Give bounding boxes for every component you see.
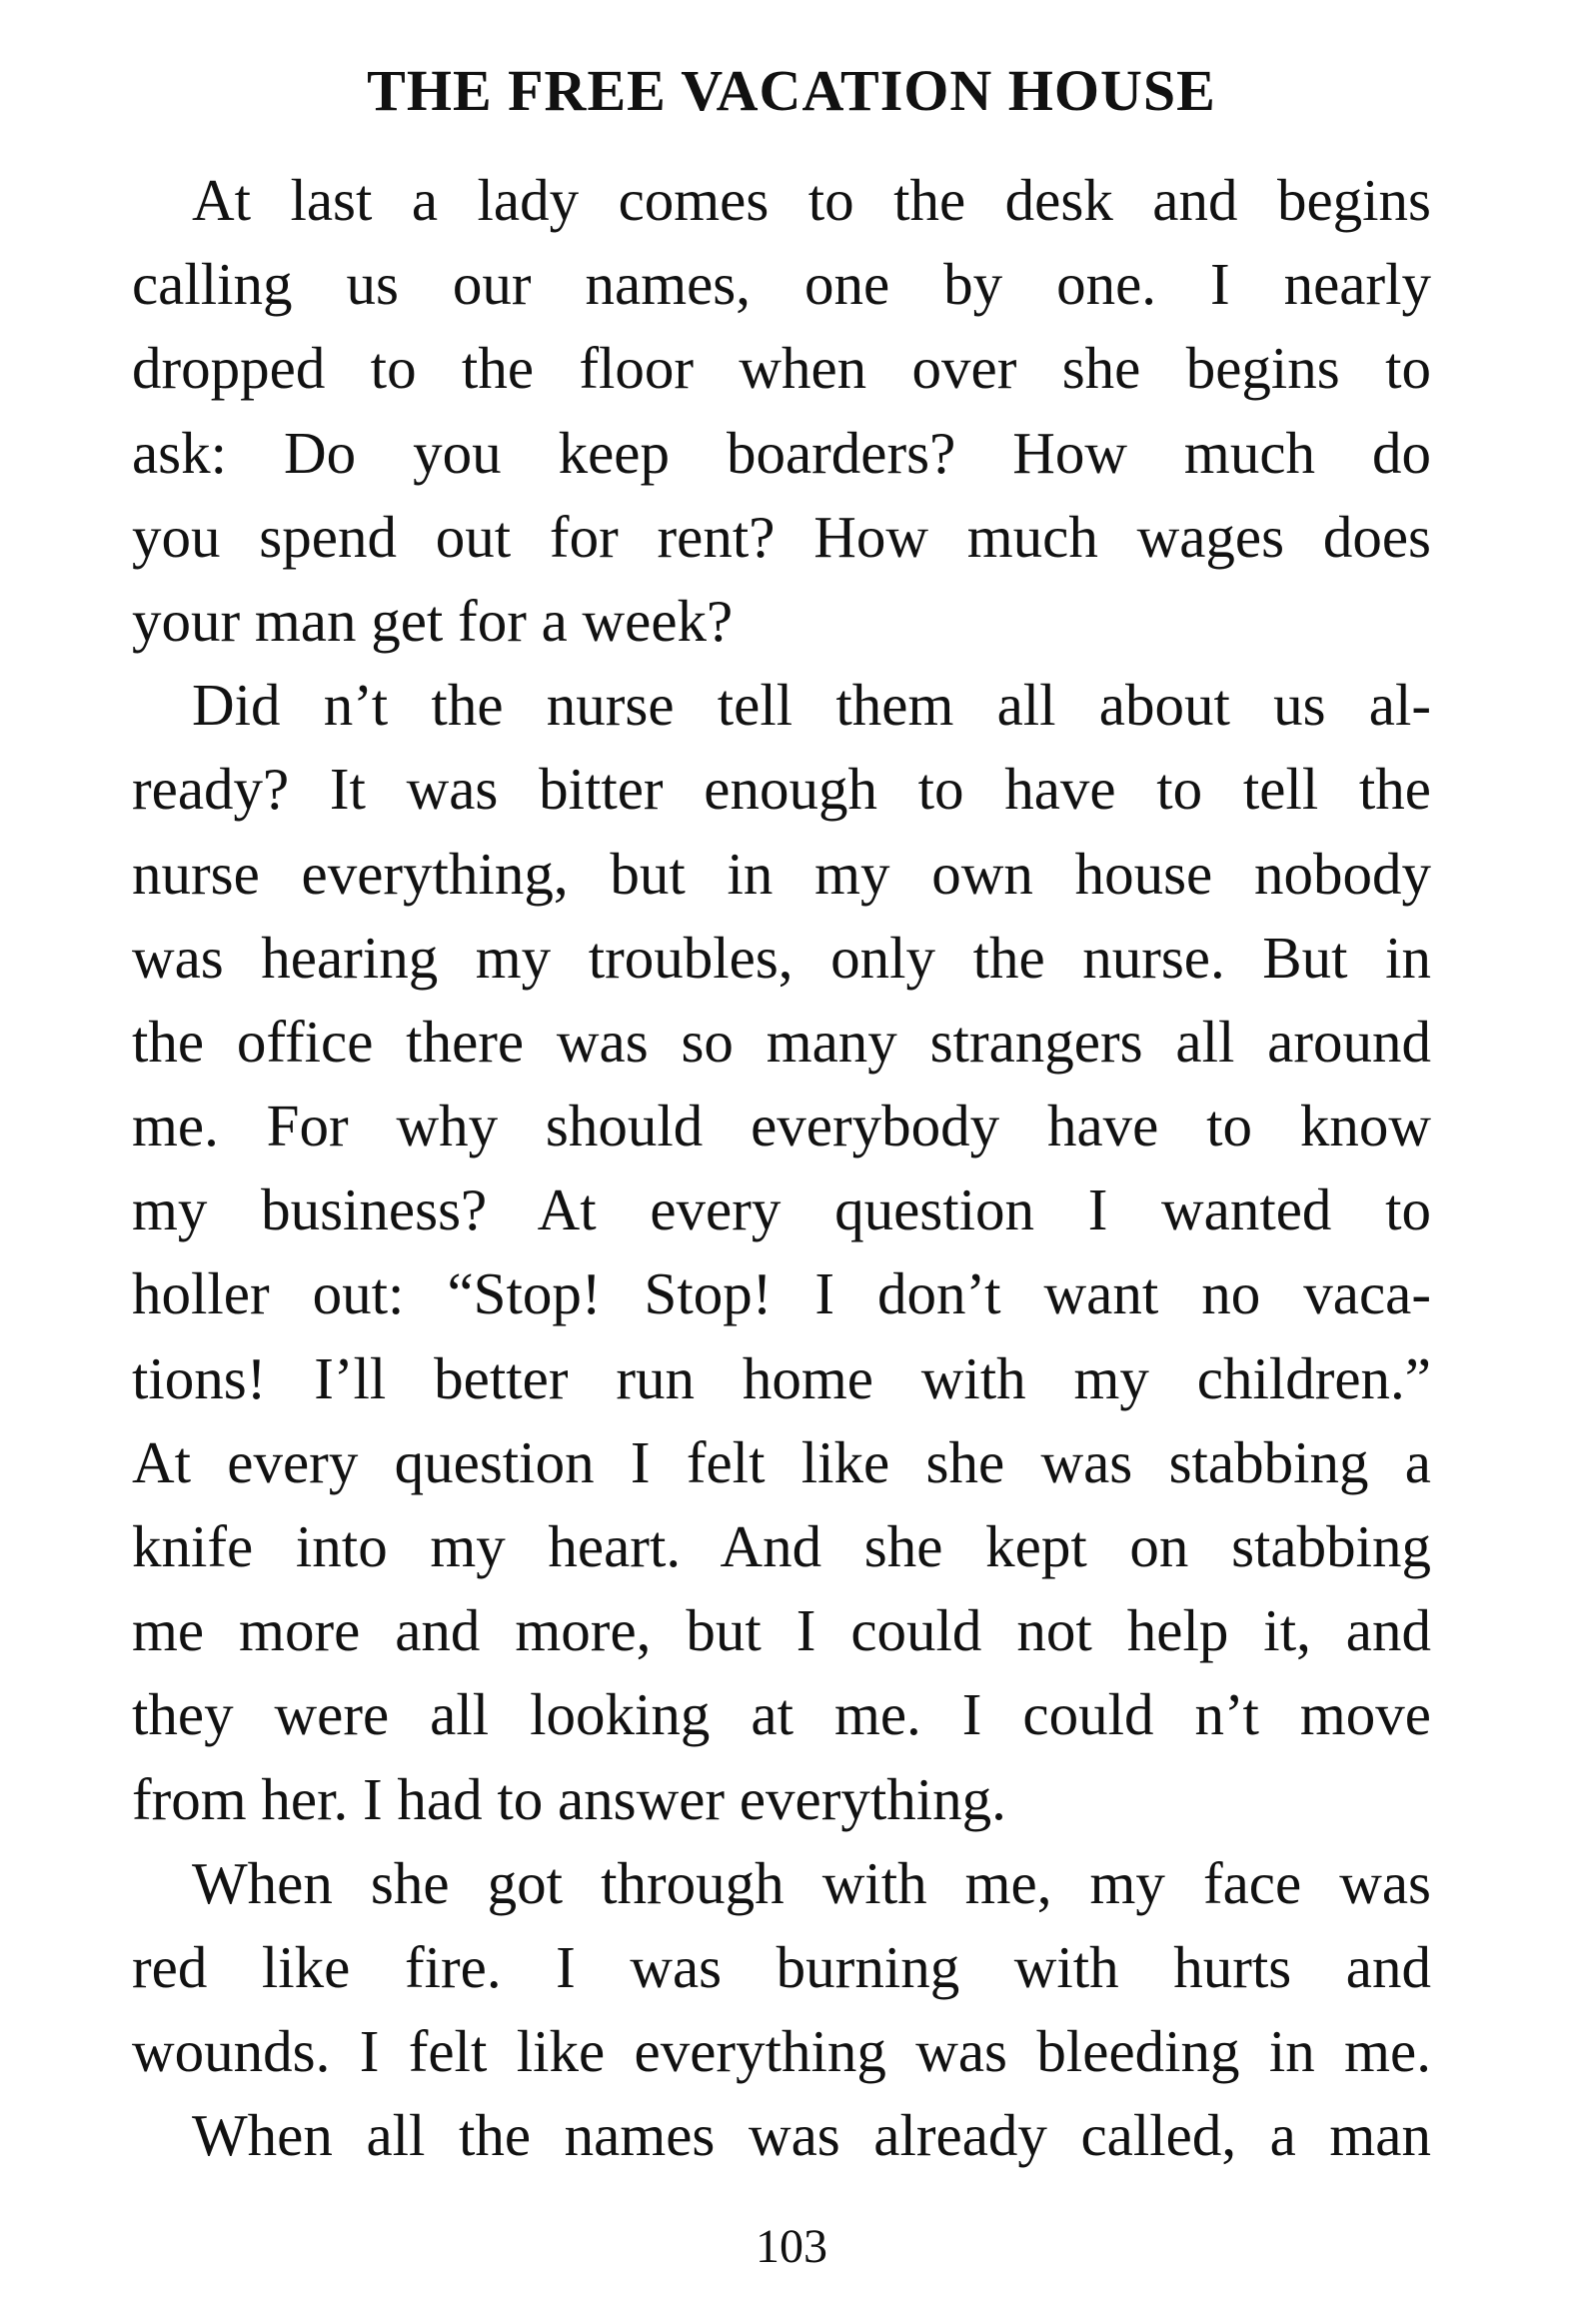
paragraph-4 xyxy=(132,2093,1431,2177)
text-line: When she got through with me, my face was xyxy=(192,1849,1431,1916)
paragraph-3 xyxy=(132,1841,1431,2094)
text-line: calling us our names, one by one. I nearly xyxy=(132,251,1431,318)
running-head: THE FREE VACATION HOUSE xyxy=(367,58,1216,123)
paragraph-1 xyxy=(132,158,1431,663)
text-line: my business? At every question I wanted to xyxy=(132,1176,1431,1243)
page-number: 103 xyxy=(756,2220,827,2273)
text-line: ask: Do you keep boarders? How much do xyxy=(132,419,1431,486)
text-line: At every question I felt like she was stabbing a xyxy=(132,1428,1431,1495)
text-line: dropped to the floor when over she begins to xyxy=(132,335,1431,402)
text-line: your man get for a week? xyxy=(132,587,734,654)
text-line: the office there was so many strangers all around xyxy=(132,1008,1431,1075)
text-line: red like fire. I was burning with hurts and xyxy=(132,1933,1431,2000)
text-line: me more and more, but I could not help it, and xyxy=(132,1597,1431,1664)
text-line: wounds. I felt like everything was bleeding in me. xyxy=(132,2018,1431,2085)
text-line: me. For why should everybody have to know xyxy=(132,1093,1431,1160)
text-line: At last a lady comes to the desk and begins xyxy=(192,167,1431,233)
text-line: When all the names was already called, a man xyxy=(192,2102,1431,2169)
text-line: nurse everything, but in my own house nobody xyxy=(132,840,1431,907)
text-line: tions! I’ll better run home with my children.” xyxy=(132,1344,1431,1411)
text-line: holler out: “Stop! Stop! I don’t want no vaca- xyxy=(132,1260,1431,1327)
text-line: was hearing my troubles, only the nurse. But in xyxy=(132,924,1431,991)
text-line: from her. I had to answer everything. xyxy=(132,1765,1006,1832)
text-line: knife into my heart. And she kept on stabbing xyxy=(132,1513,1431,1579)
body-text xyxy=(132,158,1431,2178)
text-line: you spend out for rent? How much wages does xyxy=(132,503,1431,570)
text-line: ready? It was bitter enough to have to tell the xyxy=(132,756,1431,823)
text-line: Did n’t the nurse tell them all about us al- xyxy=(192,672,1431,739)
paragraph-2 xyxy=(132,663,1431,1841)
text-line: they were all looking at me. I could n’t move xyxy=(132,1681,1431,1748)
